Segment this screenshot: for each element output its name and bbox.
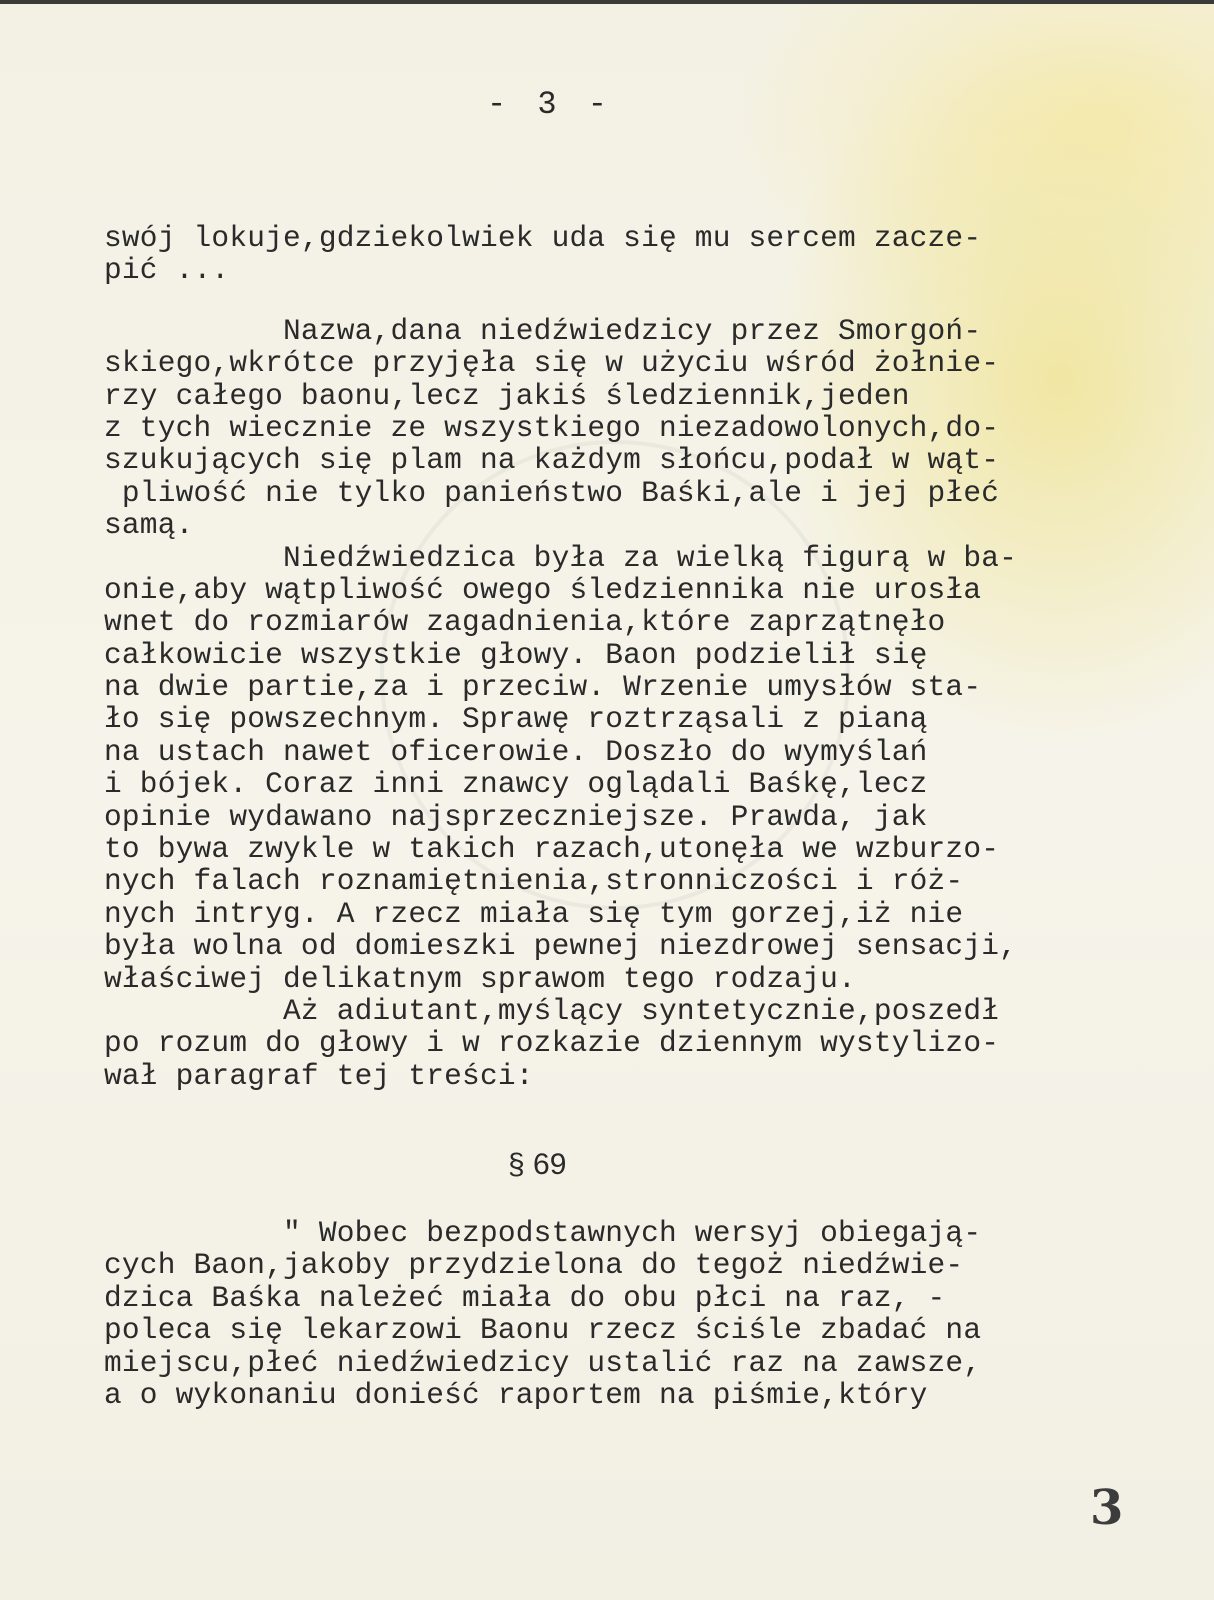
text-line: swój lokuje,gdziekolwiek uda się mu sercem zacze-: [104, 221, 982, 255]
paragraph-4: [104, 995, 1104, 1092]
paragraph-gap: [104, 287, 1104, 315]
text-line: " Wobec bezpodstawnych wersyj obiegają-: [104, 1216, 982, 1250]
text-line: a o wykonaniu donieść raportem na piśmie,który: [104, 1377, 928, 1412]
text-line: pliwość nie tylko panieństwo Baśki,ale i jej płeć: [104, 475, 1000, 510]
body-text: [104, 222, 1104, 1092]
text-line: to bywa zwykle w takich razach,utonęła we wzburzo-: [104, 832, 1000, 867]
text-line: pić ...: [104, 253, 230, 288]
quoted-order: [104, 1217, 1114, 1411]
text-line: na ustach nawet oficerowie. Doszło do wymyślań: [104, 734, 928, 769]
text-line: całkowicie wszystkie głowy. Baon podzielił się: [104, 637, 928, 672]
text-line: rzy całego baonu,lecz jakiś śledziennik,jeden: [104, 378, 910, 413]
text-line: opinie wydawano najsprzeczniejsze. Prawda, jak: [104, 799, 928, 834]
text-line: Nazwa,dana niedźwiedzicy przez Smorgoń-: [104, 313, 982, 348]
text-line: ło się powszechnym. Sprawę roztrząsali z pianą: [104, 702, 928, 737]
text-line: była wolna od domieszki pewnej niezdrowej sensacji,: [104, 929, 1018, 964]
text-line: samą.: [104, 508, 194, 543]
text-line: i bójek. Coraz inni znawcy oglądali Baśkę,lecz: [104, 767, 928, 802]
page-top-edge: [0, 0, 1214, 4]
text-line: dzica Baśka należeć miała do obu płci na raz, -: [104, 1280, 946, 1315]
text-line: wnet do rozmiarów zagadnienia,które zaprzątnęło: [104, 605, 946, 640]
text-line: onie,aby wątpliwość owego śledziennika nie urosła: [104, 572, 982, 607]
text-line: skiego,wkrótce przyjęła się w użyciu wśród żołnie-: [104, 346, 1000, 381]
text-line: z tych wiecznie ze wszystkiego niezadowolonych,do-: [104, 410, 1000, 445]
text-line: po rozum do głowy i w rozkazie dziennym wystylizo-: [104, 1026, 1000, 1061]
text-line: cych Baon,jakoby przydzielona do tegoż niedźwie-: [104, 1248, 964, 1283]
paragraph-2: [104, 315, 1104, 542]
text-line: poleca się lekarzowi Baonu rzecz ściśle zbadać na: [104, 1313, 982, 1348]
text-line: właściwej delikatnym sprawom tego rodzaju.: [104, 961, 856, 996]
paragraph-1: [104, 222, 1104, 287]
text-line: nych falach roznamiętnienia,stronniczości i róż-: [104, 864, 964, 899]
text-line: Niedźwiedzica była za wielką figurą w ba-: [104, 540, 1018, 575]
text-line: miejscu,płeć niedźwiedzicy ustalić raz na zawsze,: [104, 1345, 982, 1380]
text-line: wał paragraf tej treści:: [104, 1058, 534, 1093]
text-line: Aż adiutant,myślący syntetycznie,poszedł: [104, 993, 1000, 1028]
page-number: - 3 -: [486, 86, 613, 123]
text-line: na dwie partie,za i przeciw. Wrzenie umysłów sta-: [104, 670, 982, 705]
section-mark: § 69: [508, 1148, 567, 1181]
text-line: szukujących się plam na każdym słońcu,podał w wąt-: [104, 443, 1000, 478]
text-line: nych intryg. A rzecz miała się tym gorzej,iż nie: [104, 896, 964, 931]
handwritten-page-number: 3: [1090, 1480, 1124, 1536]
paragraph-3: [104, 542, 1104, 995]
